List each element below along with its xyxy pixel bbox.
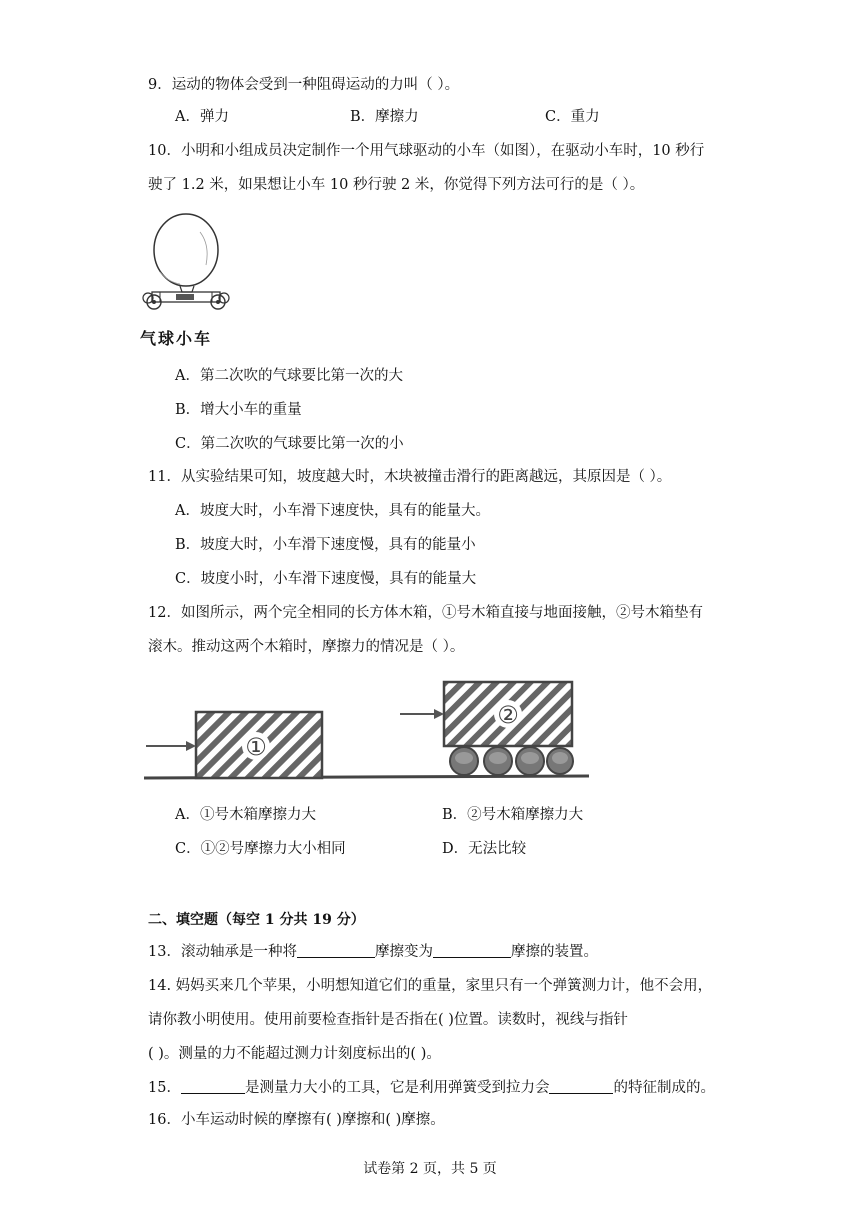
- q13-part1: 13．滚动轴承是一种将: [148, 944, 297, 960]
- q14-line1: 14. 妈妈买来几个苹果，小明想知道它们的重量，家里只有一个弹簧测力计，他不会用，: [148, 978, 713, 994]
- q11-stem: 11．从实验结果可知，坡度越大时，木块被撞击滑行的距离越远，其原因是（ ）。: [148, 469, 672, 485]
- section2-title: 二、填空题（每空 1 分共 19 分）: [148, 912, 365, 928]
- q12-option-a: A．①号木箱摩擦力大: [175, 807, 316, 823]
- q10-stem-line2: 驶了 1.2 米，如果想让小车 10 秒行驶 2 米，你觉得下列方法可行的是（ ）。: [148, 177, 645, 193]
- q10-option-b: B．增大小车的重量: [175, 402, 302, 418]
- q12-stem-line1: 12．如图所示，两个完全相同的长方体木箱，①号木箱直接与地面接触，②号木箱垫有: [148, 605, 703, 621]
- push-arrow-2: [434, 709, 444, 719]
- q15-blank-2: [549, 1079, 613, 1094]
- q10-option-a: A．第二次吹的气球要比第一次的大: [175, 368, 403, 384]
- q12-option-d: D．无法比较: [442, 841, 527, 857]
- q15-part1: 15．: [148, 1080, 181, 1096]
- rollers: [450, 747, 573, 775]
- q9-stem: 9．运动的物体会受到一种阻碍运动的力叫（ ）。: [148, 77, 460, 93]
- balloon-shape: [154, 214, 218, 286]
- q13-part2: 摩擦变为: [374, 944, 433, 960]
- q11-option-b: B．坡度大时，小车滑下速度慢，具有的能量小: [175, 537, 476, 553]
- q9-option-c: C．重力: [545, 109, 600, 125]
- q11-option-c: C．坡度小时，小车滑下速度慢，具有的能量大: [175, 571, 477, 587]
- q12-stem-line2: 滚木。推动这两个木箱时，摩擦力的情况是（ ）。: [148, 639, 465, 655]
- q13-part3: 摩擦的装置。: [510, 944, 598, 960]
- q11-option-a: A．坡度大时，小车滑下速度快，具有的能量大。: [175, 503, 490, 519]
- q14-line2: 请你教小明使用。使用前要检查指针是否指在( )位置。读数时，视线与指针: [148, 1012, 628, 1028]
- q15-part3: 的特征制成的。: [613, 1080, 715, 1096]
- q10-option-c: C．第二次吹的气球要比第一次的小: [175, 436, 404, 452]
- box-2-label: ②: [497, 701, 519, 729]
- wooden-boxes-figure: [144, 674, 589, 786]
- push-arrow-1: [186, 741, 196, 751]
- q10-stem-line1: 10．小明和小组成员决定制作一个用气球驱动的小车（如图），在驱动小车时，10 秒行: [148, 143, 705, 159]
- balloon-car-caption: 气球小车: [140, 329, 213, 348]
- box-1-label: ①: [245, 733, 267, 761]
- q9-option-a: A．弹力: [175, 109, 229, 125]
- q12-option-c: C．①②号摩擦力大小相同: [175, 841, 346, 857]
- q14-line3: ( )。测量的力不能超过测力计刻度标出的( )。: [148, 1046, 441, 1062]
- q12-option-b: B．②号木箱摩擦力大: [442, 807, 584, 823]
- page-footer: 试卷第 2 页，共 5 页: [363, 1161, 497, 1177]
- q15-blank-1: [181, 1079, 245, 1094]
- q9-option-b: B．摩擦力: [350, 109, 419, 125]
- q13-blank-2: [433, 943, 511, 958]
- q16-stem: 16．小车运动时候的摩擦有( )摩擦和( )摩擦。: [148, 1112, 445, 1128]
- balloon-car-figure: [140, 210, 240, 325]
- q13-blank-1: [297, 943, 375, 958]
- q13-text: [148, 942, 598, 962]
- q15-part2: 是测量力大小的工具，它是利用弹簧受到拉力会: [244, 1080, 550, 1096]
- q15-text: [148, 1078, 715, 1098]
